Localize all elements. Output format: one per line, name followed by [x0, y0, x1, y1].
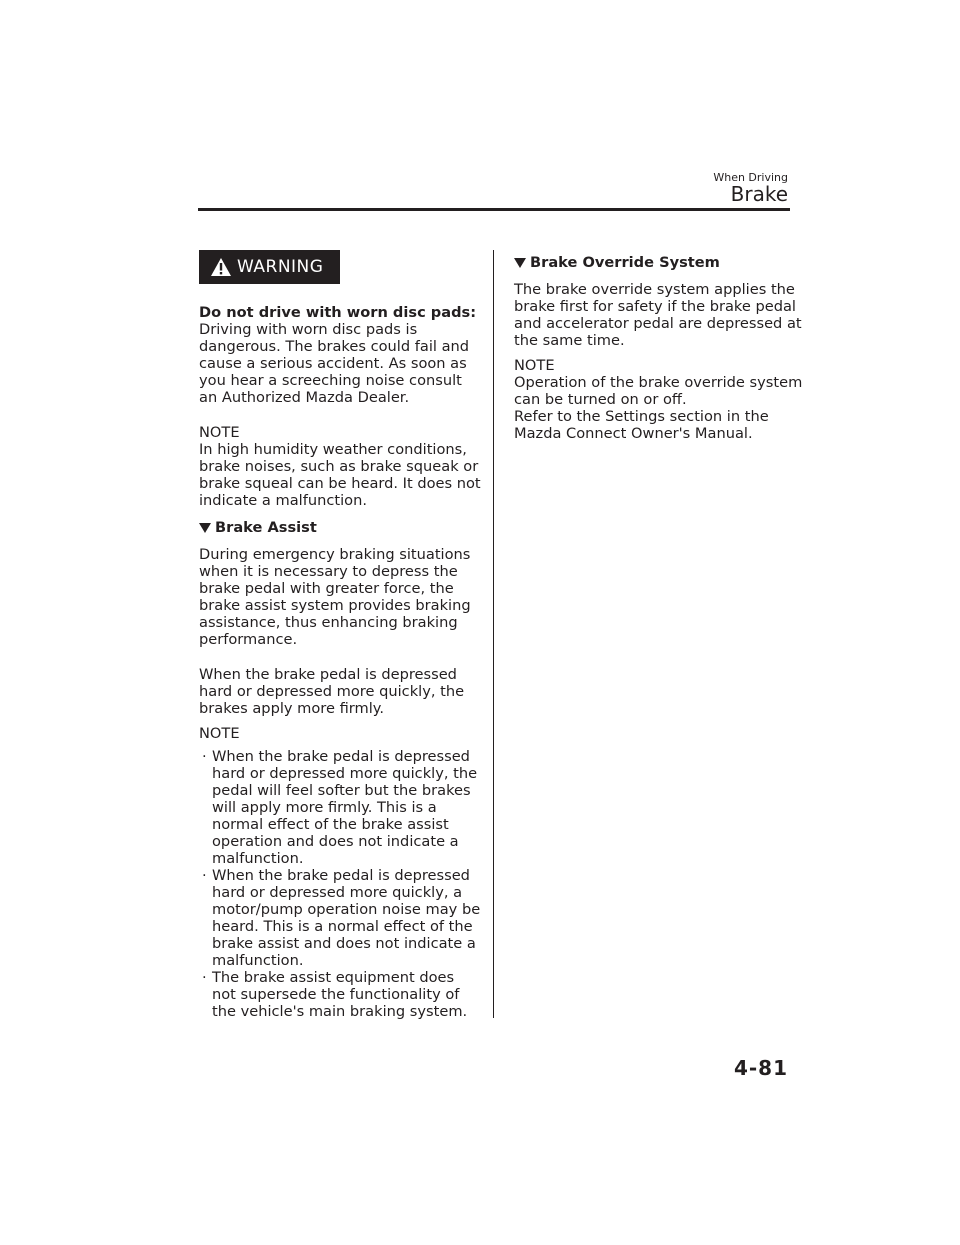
brake-assist-note-label: NOTE: [199, 725, 240, 742]
brake-override-heading: [514, 254, 804, 271]
brake-override-note-label: NOTE: [514, 357, 555, 374]
bullet-glyph: ·: [202, 748, 207, 765]
brake-assist-para1: During emergency braking situations when it is necessary to depress the brake pedal with greater force, the brake assist system provides braking assistance, thus enhancing braking performance.: [199, 546, 471, 648]
list-item: · When the brake pedal is depressed hard or depressed more quickly, the pedal will feel softer but the brakes will apply more firmly. This is a normal effect of the brake assist operation and does not indicate a malfunction.: [202, 748, 478, 867]
brake-assist-heading-text: Brake Assist: [215, 519, 317, 536]
brake-override-body: The brake override system applies the brake first for safety if the brake pedal and accelerator pedal are depressed at the same time.: [514, 281, 802, 349]
running-header-section: When Driving: [713, 171, 788, 184]
warning-badge: [199, 250, 340, 284]
warning-heading: Do not drive with worn disc pads:: [199, 304, 477, 321]
list-item: · When the brake pedal is depressed hard or depressed more quickly, a motor/pump operation noise may be heard. This is a normal effect of the brake assist and does not indicate a malfunction.: [202, 867, 481, 969]
brake-assist-note-list: [199, 748, 481, 1020]
bullet-glyph: ·: [202, 969, 207, 986]
warning-body: Driving with worn disc pads is dangerous. The brakes could fail and cause a serious accident. As soon as you hear a screeching noise consult an Authorized Mazda Dealer.: [199, 321, 470, 406]
right-column: [514, 248, 804, 442]
note-body: In high humidity weather conditions, brake noises, such as brake squeak or brake squeal can be heard. It does not indicate a malfunction.: [199, 441, 481, 509]
brake-override-note-line2: Refer to the Settings section in the Mazda Connect Owner's Manual.: [514, 408, 769, 442]
list-item: · The brake assist equipment does not supersede the functionality of the vehicle's main braking system.: [202, 969, 468, 1020]
column-divider: [493, 250, 494, 1018]
page-number: 4-81: [733, 1056, 788, 1080]
brake-assist-para2: When the brake pedal is depressed hard or depressed more quickly, the brakes apply more firmly.: [199, 666, 465, 717]
brake-override-heading-text: Brake Override System: [530, 254, 720, 271]
brake-assist-heading: [199, 519, 481, 536]
left-column: [199, 248, 481, 1020]
warning-label: WARNING: [237, 257, 324, 277]
note-label: NOTE: [199, 424, 240, 441]
triangle-down-icon: [199, 523, 211, 533]
running-header-title: Brake: [730, 182, 788, 206]
bullet-glyph: ·: [202, 867, 207, 884]
triangle-down-icon: [514, 258, 526, 268]
header-rule: [198, 208, 790, 211]
brake-override-note-line1: Operation of the brake override system can be turned on or off.: [514, 374, 803, 408]
warning-icon: [211, 258, 231, 276]
